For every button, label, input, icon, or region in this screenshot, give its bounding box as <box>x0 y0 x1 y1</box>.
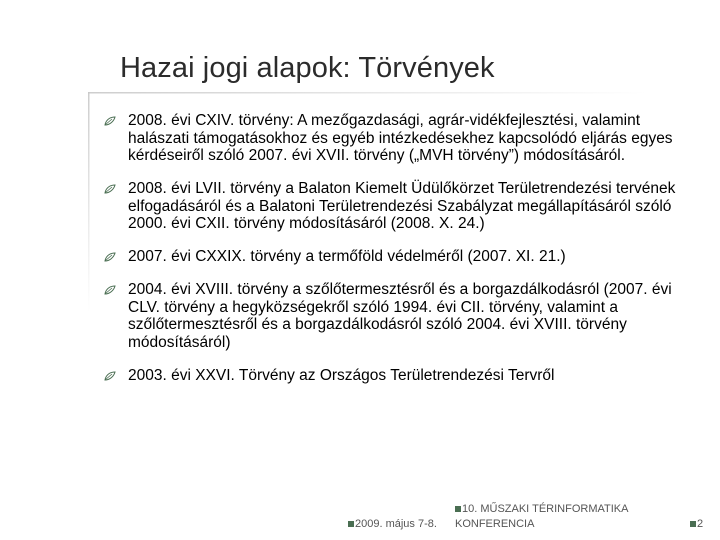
footer-conference-title <box>455 503 628 515</box>
square-bullet-icon <box>690 521 696 527</box>
footer-conference-line1: 10. MŰSZAKI TÉRINFORMATIKA <box>462 503 629 515</box>
leaf-bullet-icon <box>104 371 116 381</box>
bullet-text: 2004. évi XVIII. törvény a szőlőtermesztésről és a borgazdálkodásról (2007. évi CLV. törvény a hegyközségekről szóló 1994. évi CII. törvény, valamint a szőlőtermesztésről és a borgazdálkodásról szóló 2004. évi XVIII. törvény módosításáról) <box>128 281 672 351</box>
leaf-bullet-icon <box>104 252 116 262</box>
bullet-list <box>102 112 682 400</box>
list-item <box>102 112 682 165</box>
list-item <box>102 180 682 233</box>
square-bullet-icon <box>348 521 354 527</box>
page-number: 2 <box>697 518 704 530</box>
bullet-text: 2008. évi CXIV. törvény: A mezőgazdasági, agrár-vidékfejlesztési, valamint halászati támogatásokhoz és egyéb intézkedésekhez kapcsolódó eljárás egyes kérdéseiről szóló 2007. évi XVII. törvény („MVH törvény”) módosításáról. <box>128 112 673 164</box>
list-item <box>102 248 682 266</box>
leaf-bullet-icon <box>104 116 116 126</box>
footer-conference-line2: KONFERENCIA <box>455 518 535 530</box>
slide-title: Hazai jogi alapok: Törvények <box>120 52 495 84</box>
bullet-text: 2007. évi CXXIX. törvény a termőföld védelméről (2007. XI. 21.) <box>128 248 566 265</box>
list-item <box>102 281 682 351</box>
square-bullet-icon <box>455 506 461 512</box>
footer-date-text: 2009. május 7-8. <box>355 518 437 530</box>
leaf-bullet-icon <box>104 184 116 194</box>
footer-page-number <box>690 518 703 530</box>
footer-date <box>348 518 437 530</box>
bullet-text: 2008. évi LVII. törvény a Balaton Kiemelt Üdülőkörzet Területrendezési tervének elfogadásáról és a Balatoni Területrendezési Szabályzat megállapításáról szóló 2000. évi CXII. törvény módosításáról (2008. X. 24.) <box>128 180 676 232</box>
bullet-text: 2003. évi XXVI. Törvény az Országos Területrendezési Tervről <box>128 366 555 384</box>
leaf-bullet-icon <box>104 285 116 295</box>
list-item <box>102 367 682 385</box>
